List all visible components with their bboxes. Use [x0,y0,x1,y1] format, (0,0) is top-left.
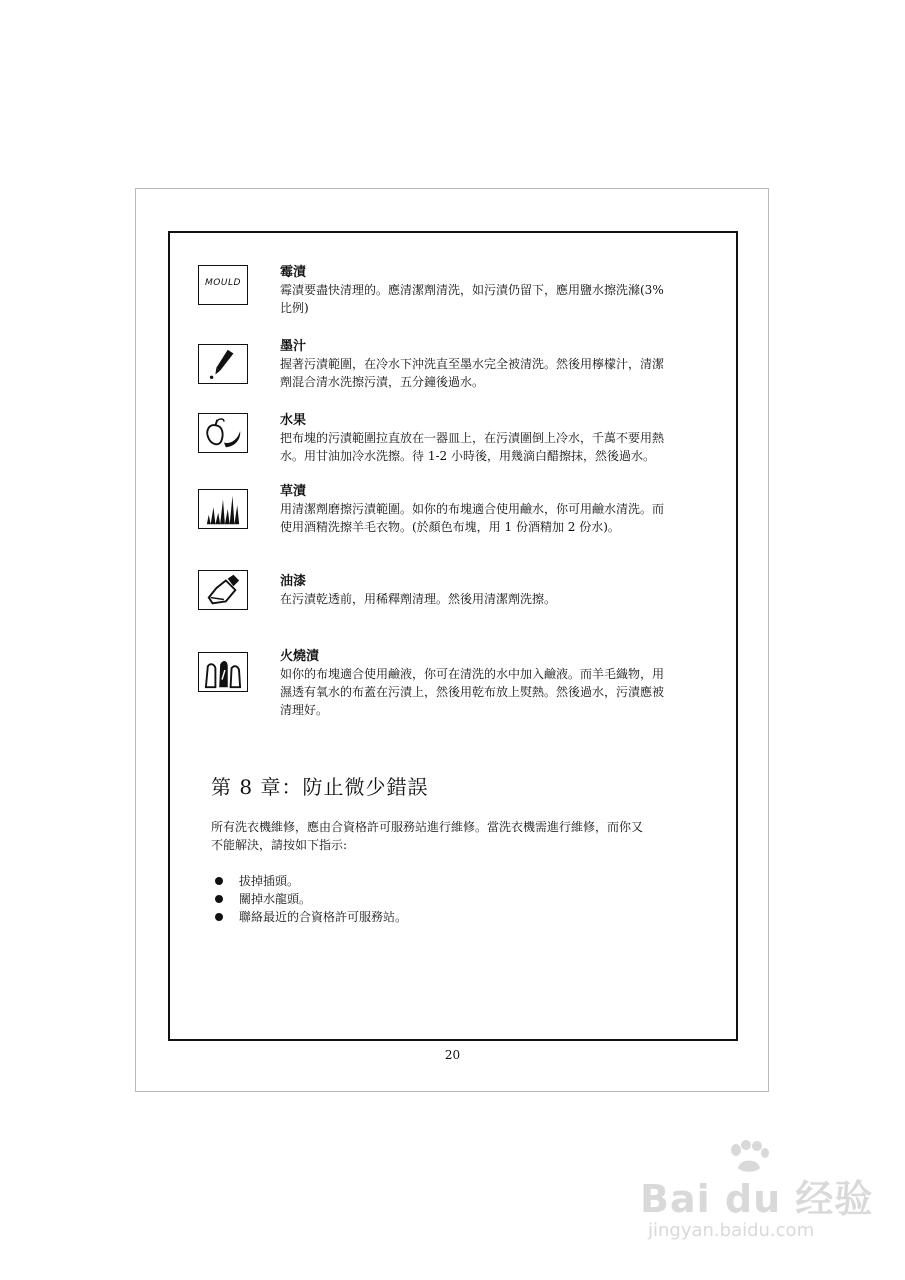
chapter-intro: 所有洗衣機維修，應由合資格許可服務站進行維修。當洗衣機需進行維修，而你又 不能解決，請按如下指示: [211,820,644,852]
ink-pen-icon [198,344,248,384]
bullet-icon [215,877,223,885]
stain-title: 霉漬 [280,265,307,280]
stain-entry-mould [280,264,720,317]
bullet-icon [215,895,223,903]
stain-entry-grass [280,483,720,536]
stain-description: 在污漬乾透前，用稀釋劑清理。然後用清潔劑洗擦。 [280,592,557,606]
chapter-title: 第 8 章：防止微少錯誤 [211,775,429,799]
stain-description: 握著污漬範圍，在冷水下沖洗直至墨水完全被清洗。然後用檸檬汁，清潔 劑混合清水洗擦污漬，五分鐘後過水。 [280,357,665,389]
stain-entry-fruit [280,412,720,465]
stain-entry-paint [280,573,720,608]
stain-title: 油漆 [280,574,307,589]
paint-brush-icon [198,570,248,610]
watermark-url: jingyan.baidu.com [648,1220,815,1241]
stain-title: 墨汁 [280,339,307,354]
stain-description: 如你的布塊適合使用鹼液，你可在清洗的水中加入鹼液。而羊毛織物，用 濕透有氧水的布蓋在污漬上，然後用乾布放上熨熱。然後過水，污漬應被 清理好。 [280,667,665,717]
stain-entry-burn [280,648,720,719]
stain-description: 把布塊的污漬範圍拉直放在一器皿上，在污漬圍倒上冷水，千萬不要用熱 水。用甘油加冷水洗擦。待 1-2 小時後，用幾滴白醋擦抹，然後過水。 [280,431,665,463]
bullet-icon [215,913,223,921]
burn-icon [198,652,248,692]
stain-title: 水果 [280,413,307,428]
page-number: 20 [444,1048,461,1062]
stain-title: 火燒漬 [280,649,320,664]
stain-entry-ink [280,338,720,391]
stain-description: 霉漬要盡快清理的。應清潔劑清洗，如污漬仍留下，應用鹽水擦洗滌(3% 比例) [280,283,664,315]
grass-icon [198,489,248,529]
watermark-logo: Bai du 经验 [640,1177,874,1221]
fruit-icon [198,413,248,453]
mould-icon: MOULD [198,265,248,305]
baidu-watermark [640,1140,874,1250]
stain-title: 草漬 [280,484,307,499]
stain-description: 用清潔劑磨擦污漬範圍。如你的布塊適合使用鹼水，你可用鹼水清洗。而 使用酒精洗擦羊毛衣物。(於顏色布塊，用 1 份酒精加 2 份水)。 [280,502,665,534]
